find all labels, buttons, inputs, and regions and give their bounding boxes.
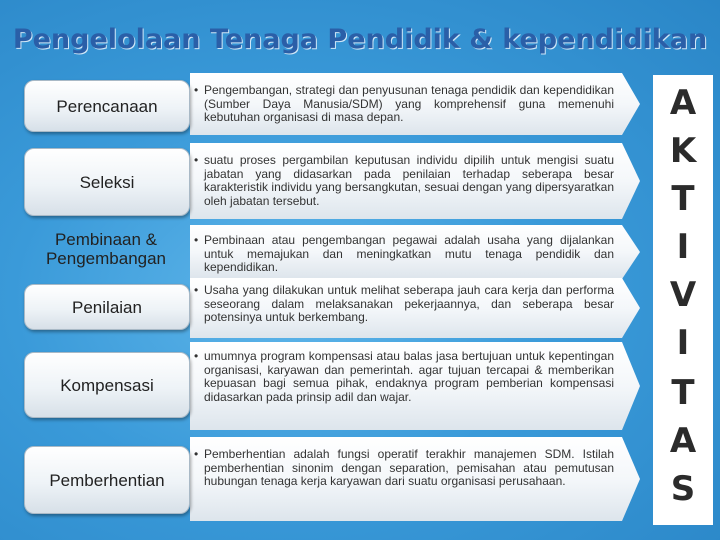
category-label: Perencanaan <box>56 96 158 116</box>
bullet-icon: • <box>194 349 199 363</box>
description-text: Usaha yang dilakukan untuk melihat seberapa jauh cara kerja dan performa seseorang dalam melaksanakan pekerjaannya, dan seberapa besar potensinya untuk berkembang. <box>204 283 614 324</box>
category-box-pemberhentian <box>24 446 190 514</box>
side-letter: T <box>671 373 695 413</box>
side-letter: I <box>676 323 690 363</box>
category-label: Pembinaan & Pengembangan <box>45 230 167 268</box>
category-box-perencanaan <box>24 80 190 132</box>
aktivitas-side-label <box>653 75 713 525</box>
side-letter: K <box>669 131 697 171</box>
category-label: Penilaian <box>72 297 142 317</box>
bullet-icon: • <box>194 283 199 297</box>
bullet-icon: • <box>194 83 199 97</box>
description-text: Pengembangan, strategi dan penyusunan tenaga pendidik dan kependidikan (Sumber Daya Manusia/SDM) yang komprehensif guna memenuhi kebutuhan organisasi di masa depan. <box>204 83 614 124</box>
description-pembinaan <box>194 234 614 275</box>
category-label: Seleksi <box>79 172 135 192</box>
category-box-pembinaan <box>16 226 199 272</box>
category-box-kompensasi <box>24 352 190 418</box>
description-text: umumnya program kompensasi atau balas jasa bertujuan untuk kepentingan organisasi, karyawan dan pemerintah. agar tujuan tercapai & memberikan kepuasan bagi semua pihak, endaknya program pemberian kompensasi didasarkan pada prinsip adil dan wajar. <box>204 349 614 404</box>
category-label: Kompensasi <box>60 375 154 395</box>
category-box-seleksi <box>24 148 190 216</box>
slide-title: Pengelolaan Tenaga Pendidik & kependidikan <box>12 24 708 55</box>
bullet-icon: • <box>194 153 199 167</box>
description-kompensasi <box>194 350 614 404</box>
side-letter: V <box>669 275 697 315</box>
bullet-icon: • <box>194 233 199 247</box>
description-text: Pembinaan atau pengembangan pegawai adalah usaha yang dijalankan untuk memajukan dan meningkatkan mutu tenaga pendidik dan kependidikan. <box>204 233 614 274</box>
bullet-icon: • <box>194 447 199 461</box>
description-seleksi <box>194 154 614 208</box>
category-box-penilaian <box>24 284 190 330</box>
category-label: Pemberhentian <box>49 470 165 490</box>
description-penilaian <box>194 284 614 325</box>
side-letter: I <box>676 227 690 267</box>
side-letter: A <box>669 421 697 461</box>
description-perencanaan <box>194 84 614 125</box>
side-letter: A <box>669 83 697 123</box>
description-text: Pemberhentian adalah fungsi operatif terakhir manajemen SDM. Istilah pemberhentian sinonim dengan separation, pemisahan atau pemutusan hubungan tenaga kerja karyawan dari suatu organisasi perusahaan. <box>204 447 614 488</box>
description-pemberhentian <box>194 448 614 489</box>
description-text: suatu proses pergambilan keputusan individu dipilih untuk mengisi suatu jabatan yang didasarkan pada penilaian terhadap seberapa besar karakteristik individu yang bersangkutan, sesuai dengan yang dipersyaratkan oleh jabatan tersebut. <box>204 153 614 208</box>
side-letter: T <box>671 179 695 219</box>
side-letter: S <box>670 469 696 509</box>
